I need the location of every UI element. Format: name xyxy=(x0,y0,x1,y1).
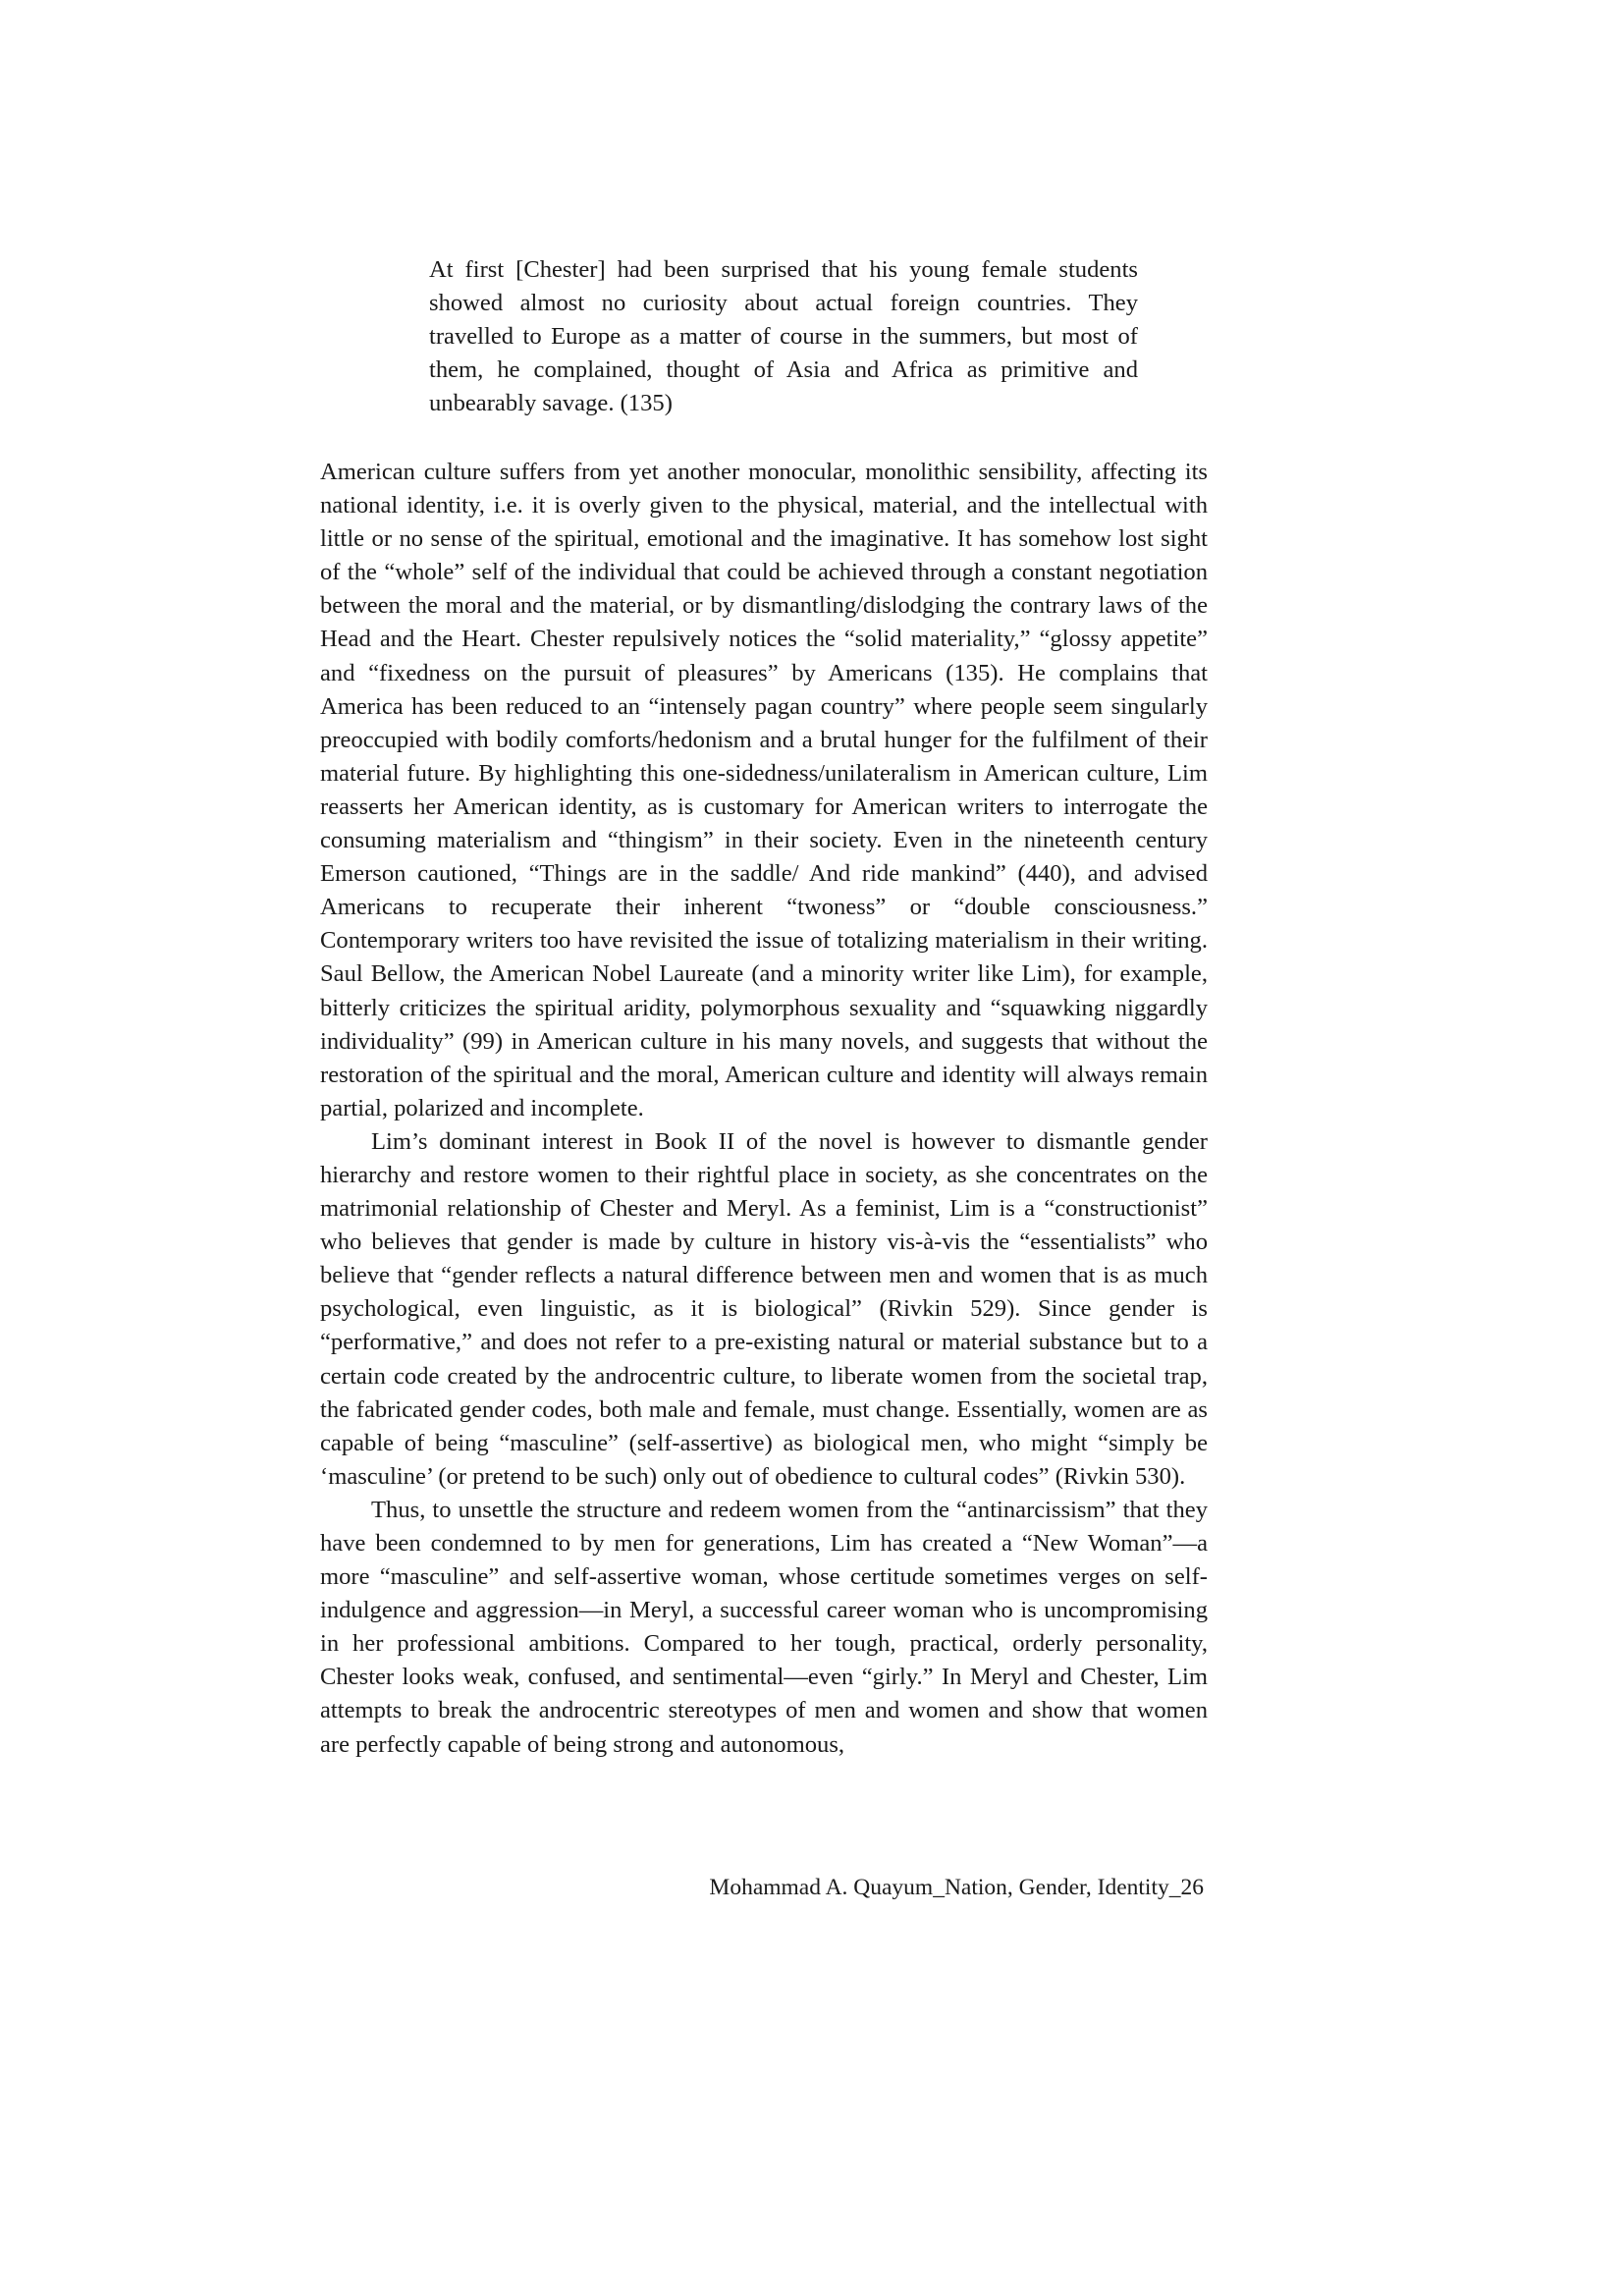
body-paragraph-2: Lim’s dominant interest in Book II of the novel is however to dismantle gender hierarchy and restore women to their rightful place in society, as she concentrates on the matrimonial relationship of Chester and Meryl. As a feminist, Lim is a “constructionist” who believes that gender is made by culture in history vis-à-vis the “essentialists” who believe that “gender reflects a natural difference between men and women that is as much psychological, even linguistic, as it is biological” (Rivkin 529). Since gender is “performative,” and does not refer to a pre-existing natural or material substance but to a certain code created by the androcentric culture, to liberate women from the societal trap, the fabricated gender codes, both male and female, must change. Essentially, women are as capable of being “masculine” (self-assertive) as biological men, who might “simply be ‘masculine’ (or pretend to be such) only out of obedience to cultural codes” (Rivkin 530). xyxy=(320,1127,1208,1490)
block-quotation: At first [Chester] had been surprised that his young female students showed almost no curiosity about actual foreign countries. They travelled to Europe as a matter of course in the summers, but most of them, he complained, thought of Asia and Africa as primitive and unbearably savage. (135) xyxy=(429,256,1138,416)
body-text xyxy=(320,456,1208,1762)
body-paragraph-1: American culture suffers from yet another monocular, monolithic sensibility, affecting its national identity, i.e. it is overly given to the physical, material, and the intellectual with little or no sense of the spiritual, emotional and the imaginative. It has somehow lost sight of the “whole” self of the individual that could be achieved through a constant negotiation between the moral and the material, or by dismantling/dislodging the contrary laws of the Head and the Heart. Chester repulsively notices the “solid materiality,” “glossy appetite” and “fixedness on the pursuit of pleasures” by Americans (135). He complains that America has been reduced to an “intensely pagan country” where people seem singularly preoccupied with bodily comforts/hedonism and a brutal hunger for the fulfilment of their material future. By highlighting this one-sidedness/unilateralism in American culture, Lim reasserts her American identity, as is customary for American writers to interrogate the consuming materialism and “thingism” in their society. Even in the nineteenth century Emerson cautioned, “Things are in the saddle/ And ride mankind” (440), and advised Americans to recuperate their inherent “twoness” or “double consciousness.” Contemporary writers too have revisited the issue of totalizing materialism in their writing. Saul Bellow, the American Nobel Laureate (and a minority writer like Lim), for example, bitterly criticizes the spiritual aridity, polymorphous sexuality and “squawking niggardly individuality” (99) in American culture in his many novels, and suggests that without the restoration of the spiritual and the moral, American culture and identity will always remain partial, polarized and incomplete. xyxy=(320,459,1208,1121)
running-footer: Mohammad A. Quayum_Nation, Gender, Identity_26 xyxy=(709,1875,1204,1900)
body-paragraph-3: Thus, to unsettle the structure and redeem women from the “antinarcissism” that they have been condemned to by men for generations, Lim has created a “New Woman”—a more “masculine” and self-assertive woman, whose certitude sometimes verges on self-indulgence and aggression—in Meryl, a successful career woman who is uncompromising in her professional ambitions. Compared to her tough, practical, orderly personality, Chester looks weak, confused, and sentimental—even “girly.” In Meryl and Chester, Lim attempts to break the androcentric stereotypes of men and women and show that women are perfectly capable of being strong and autonomous, xyxy=(320,1496,1208,1758)
